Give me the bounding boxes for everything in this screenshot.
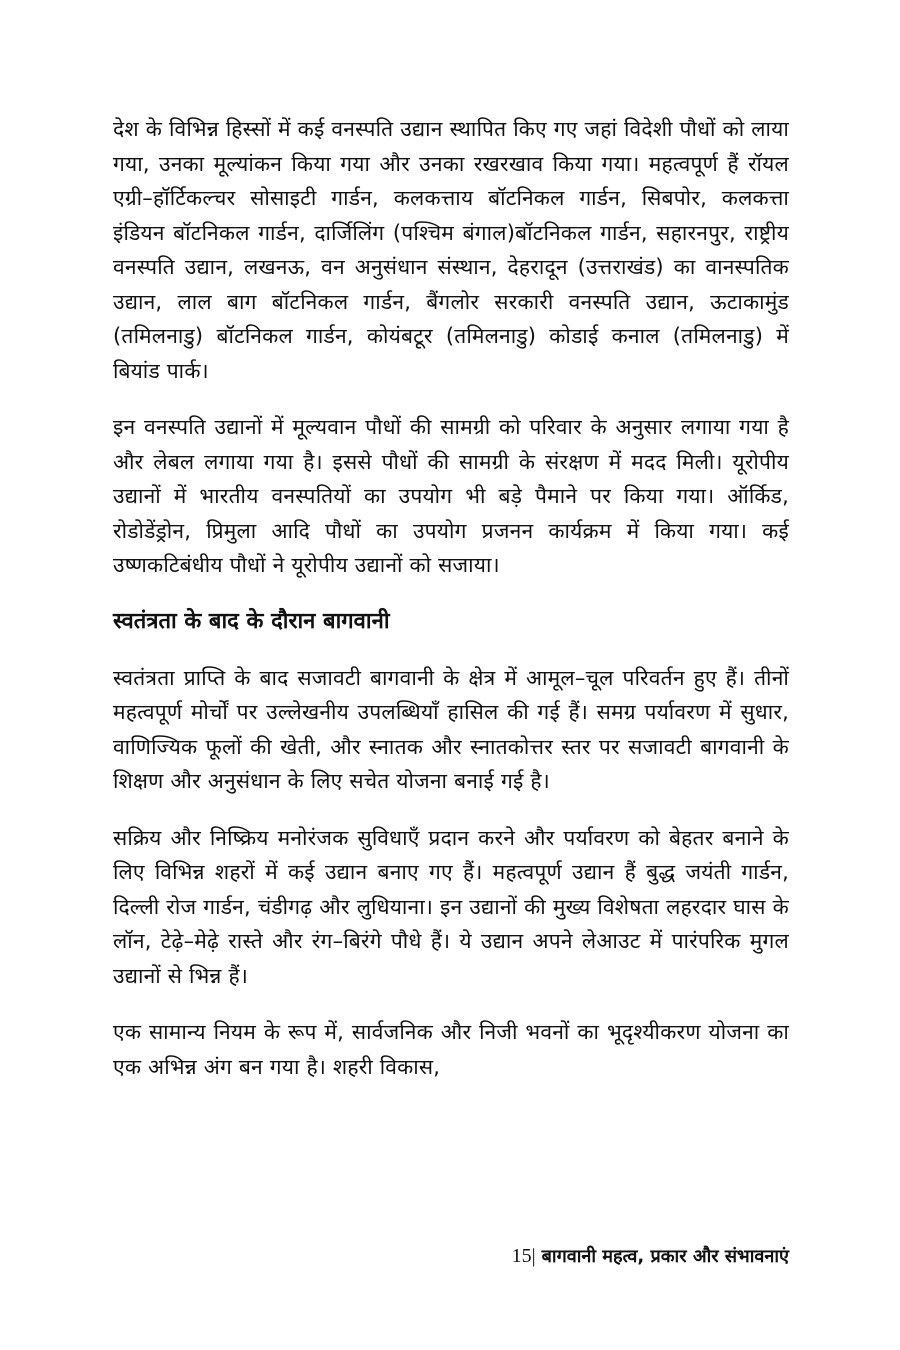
paragraph-city-gardens: सक्रिय और निष्क्रिय मनोरंजक सुविधाएँ प्रदान करने और पर्यावरण को बेहतर बनाने के लिए विभिन्न शहरों में कई उद्यान बनाए गए हैं। महत्वपूर्ण उद्यान हैं बुद्ध जयंती गार्डन, दिल्ली रोज गार्डन, चंडीगढ़ और लुधियाना। इन उद्यानों की मुख्य विशेषता लहरदार घास के लॉन, टेढ़े–मेढ़े रास्ते और रंग–बिरंगे पौधे हैं। ये उद्यान अपने लेआउट में पारंपरिक मुगल उद्यानों से भिन्न हैं। xyxy=(113,825,789,988)
section-heading: स्वतंत्रता के बाद के दौरान बागवानी xyxy=(113,608,390,634)
paragraph-landscaping: एक सामान्य नियम के रूप में, सार्वजनिक और निजी भवनों का भूदृश्यीकरण योजना का एक अभिन्न अंग बन गया है। शहरी विकास, xyxy=(113,1020,789,1079)
paragraph-post-independence: स्वतंत्रता प्राप्ति के बाद सजावटी बागवानी के क्षेत्र में आमूल–चूल परिवर्तन हुए हैं। तीनों महत्वपूर्ण मोर्चों पर उल्लेखनीय उपलब्धियाँ हासिल की गई हैं। समग्र पर्यावरण में सुधार, वाणिज्यिक फूलों की खेती, और स्नातक और स्नातकोत्तर स्तर पर सजावटी बागवानी के शिक्षण और अनुसंधान के लिए सचेत योजना बनाई गई है। xyxy=(113,665,789,793)
page-body xyxy=(113,112,789,1084)
page-number: 15| xyxy=(511,1245,536,1267)
book-title: बागवानी महत्व, प्रकार और संभावनाएं xyxy=(541,1246,789,1267)
paragraph-botanical-gardens: देश के विभिन्न हिस्सों में कई वनस्पति उद्यान स्थापित किए गए जहां विदेशी पौधों को लाया गया, उनका मूल्यांकन किया गया और उनका रखरखाव किया गया। महत्वपूर्ण हैं रॉयल एग्री–हॉर्टिकल्चर सोसाइटी गार्डन, कलकत्ताय बॉटनिकल गार्डन, सिबपोर, कलकत्ता इंडियन बॉटनिकल गार्डन, दार्जिलिंग (पश्चिम बंगाल)बॉटनिकल गार्डन, सहारनपुर, राष्ट्रीय वनस्पति उद्यान, लखनऊ, वन अनुसंधान संस्थान, देहरादून (उत्तराखंड) का वानस्पतिक उद्यान, लाल बाग बॉटनिकल गार्डन, बैंगलोर सरकारी वनस्पति उद्यान, ऊटाकामुंड (तमिलनाडु) बॉटनिकल गार्डन, कोयंबटूर (तमिलनाडु) कोडाई कनाल (तमिलनाडु) में बियांड पार्क। xyxy=(113,117,789,383)
page-footer xyxy=(512,1244,789,1269)
paragraph-plant-material: इन वनस्पति उद्यानों में मूल्यवान पौधों की सामग्री को परिवार के अनुसार लगाया गया है और लेबल लगाया गया है। इससे पौधों की सामग्री के संरक्षण में मदद मिली। यूरोपीय उद्यानों में भारतीय वनस्पतियों का उपयोग भी बड़े पैमाने पर किया गया। ऑर्किड, रोडोडेंड्रोन, प्रिमुला आदि पौधों का उपयोग प्रजनन कार्यक्रम में किया गया। कई उष्णकटिबंधीय पौधों ने यूरोपीय उद्यानों को सजाया। xyxy=(113,415,789,577)
